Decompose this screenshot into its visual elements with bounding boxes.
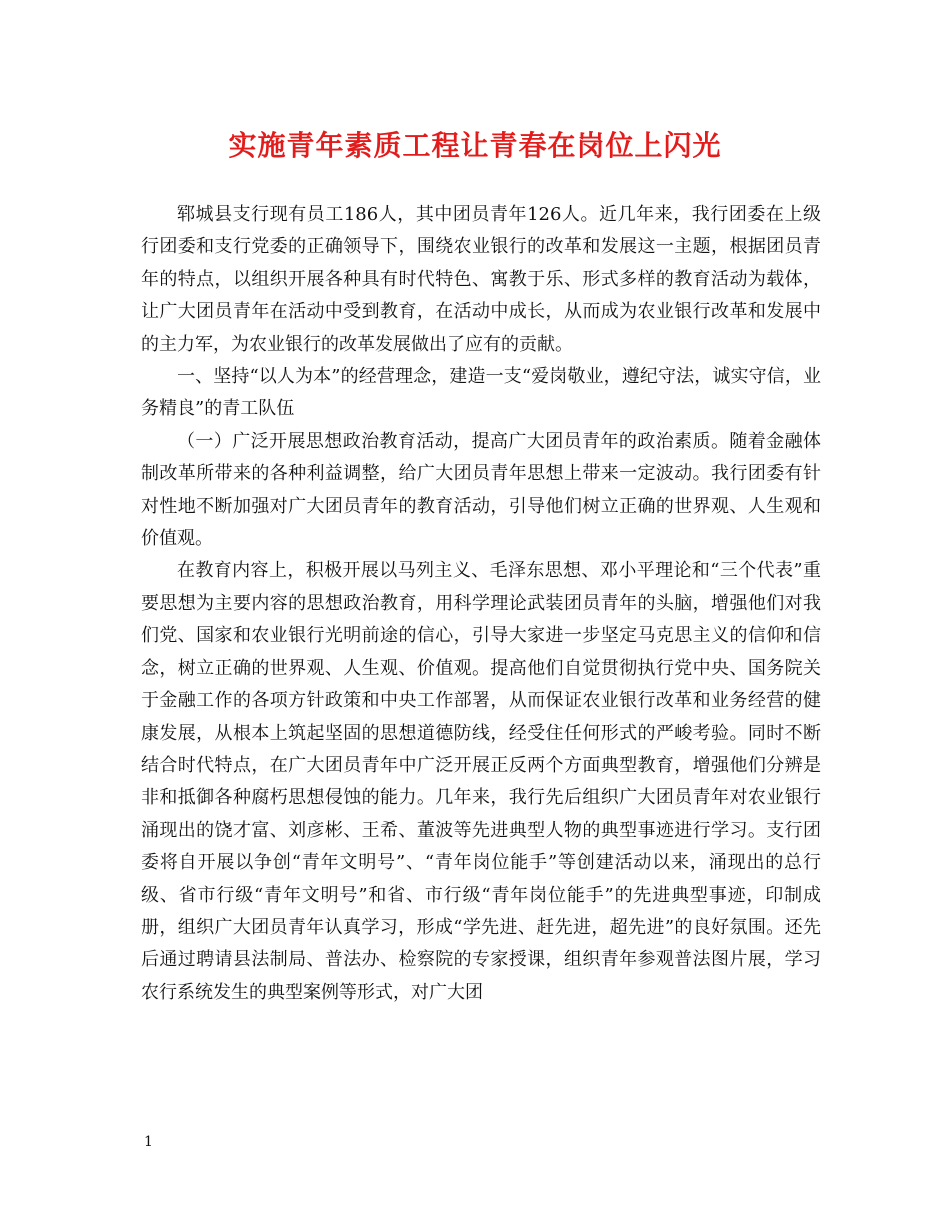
- paragraph-education-content: 在教育内容上，积极开展以马列主义、毛泽东思想、邓小平理论和“三个代表”重要思想为主要内容的思想政治教育，用科学理论武装团员青年的头脑，增强他们对我们党、国家和农业银行光明前途的信心，引导大家进一步坚定马克思主义的信仰和信念，树立正确的世界观、人生观、价值观。提高他们自觉贯彻执行党中央、国务院关于金融工作的各项方针政策和中央工作部署，从而保证农业银行改革和业务经营的健康发展，从根本上筑起坚固的思想道德防线，经受住任何形式的严峻考验。同时不断结合时代特点，在广大团员青年中广泛开展正反两个方面典型教育，增强他们分辨是非和抵御各种腐朽思想侵蚀的能力。几年来，我行先后组织广大团员青年对农业银行涌现出的饶才富、刘彦彬、王希、董波等先进典型人物的典型事迹进行学习。支行团委将自开展以争创“青年文明号”、“青年岗位能手”等创建活动以来，涌现出的总行级、省市行级“青年文明号”和省、市行级“青年岗位能手”的先进典型事迹，印制成册，组织广大团员青年认真学习，形成“学先进、赶先进，超先进”的良好氛围。还先后通过聘请县法制局、普法办、检察院的专家授课，组织青年参观普法图片展，学习农行系统发生的典型案例等形式，对广大团: [141, 560, 821, 1003]
- section-heading-1: 一、坚持“以人为本”的经营理念，建造一支“爱岗敬业，遵纪守法，诚实守信，业务精良”的青工队伍: [141, 366, 821, 420]
- subsection-heading-1: （一）广泛开展思想政治教育活动，提高广大团员青年的政治素质。随着金融体制改革所带来的各种利益调整，给广大团员青年思想上带来一定波动。我行团委有针对性地不断加强对广大团员青年的教育活动，引导他们树立正确的世界观、人生观和价值观。: [141, 430, 821, 550]
- page-number: 1: [144, 1134, 153, 1150]
- paragraph-intro: 郓城县支行现有员工186人，其中团员青年126人。近几年来，我行团委在上级行团委和支行党委的正确领导下，围绕农业银行的改革和发展这一主题，根据团员青年的特点，以组织开展各种具有时代特色、寓教于乐、形式多样的教育活动为载体，让广大团员青年在活动中受到教育，在活动中成长，从而成为农业银行改革和发展中的主力军，为农业银行的改革发展做出了应有的贡献。: [141, 204, 821, 355]
- document-title: 实施青年素质工程让青春在岗位上闪光: [228, 129, 722, 162]
- document-body: [141, 199, 821, 1009]
